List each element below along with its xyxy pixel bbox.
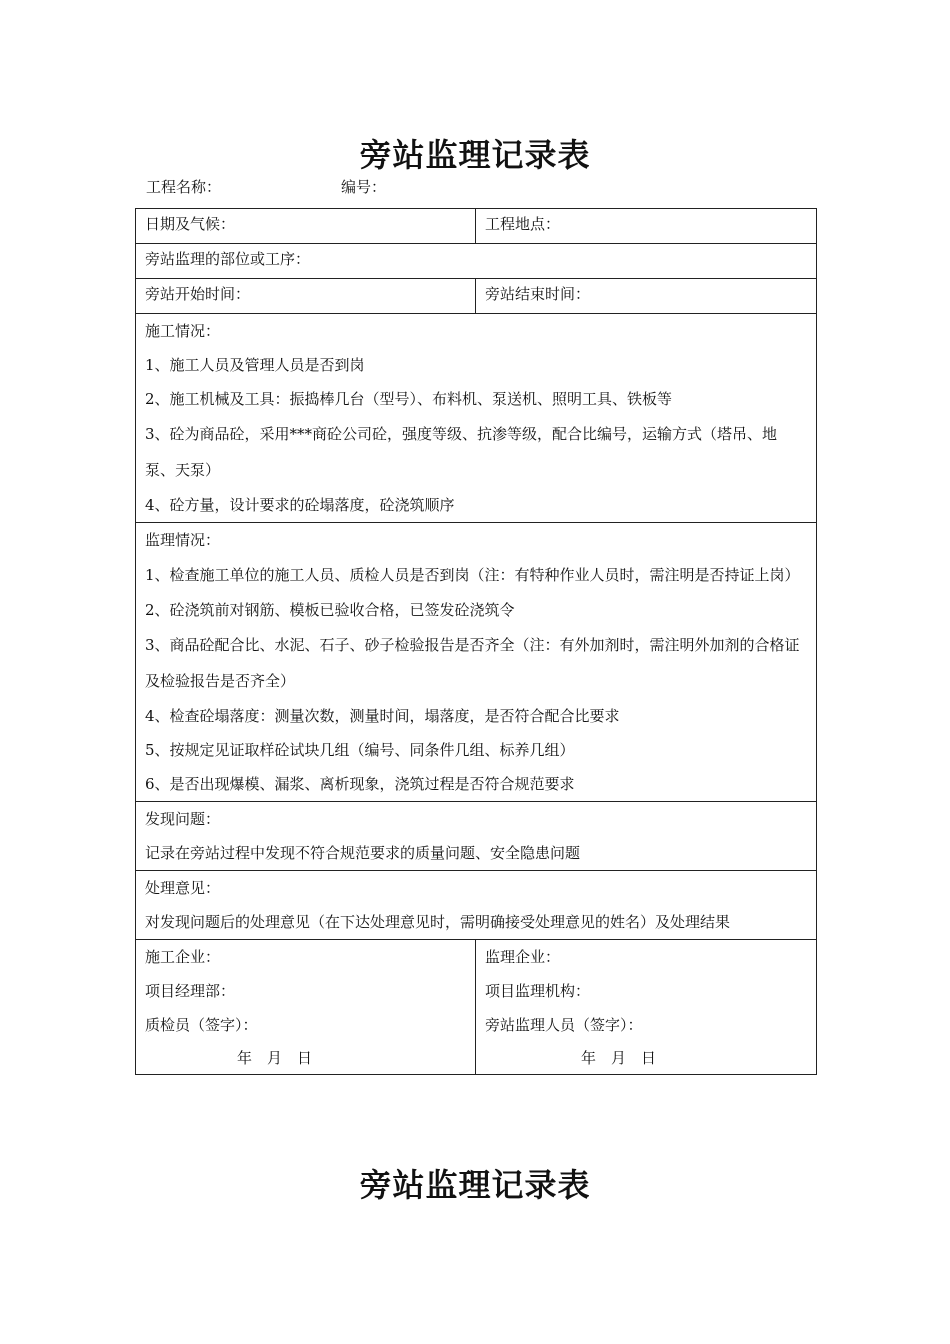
construction-signature-cell[interactable] (136, 940, 476, 1075)
list-item: 3、商品砼配合比、水泥、石子、砂子检验报告是否齐全（注：有外加剂时，需注明外加剂的合格证及检验报告是否齐全） (145, 636, 800, 690)
list-item: 3、砼为商品砼，采用***商砼公司砼，强度等级、抗渗等级，配合比编号，运输方式（塔吊、地泵、天泵） (145, 425, 778, 479)
company-label: 施工企业： (145, 948, 221, 966)
page-title: 旁站监理记录表 (359, 136, 591, 174)
number-label: 编号： (341, 178, 387, 196)
dept-label: 项目经理部： (145, 982, 236, 1000)
signer-label: 质检员（签字）： (145, 1016, 258, 1034)
list-item: 6、是否出现爆模、漏浆、离析现象，浇筑过程是否符合规范要求 (145, 775, 575, 793)
list-item: 2、施工机械及工具：振捣棒几台（型号）、布料机、泵送机、照明工具、铁板等 (145, 390, 673, 408)
date-label: 年 月 日 (581, 1049, 657, 1067)
section-heading: 监理情况： (145, 531, 221, 549)
construction-section[interactable] (136, 314, 817, 523)
supervision-section[interactable] (136, 523, 817, 802)
project-name-label: 工程名称： (146, 178, 222, 196)
form-header (146, 176, 386, 197)
section-text: 记录在旁站过程中发现不符合规范要求的质量问题、安全隐患问题 (145, 844, 581, 862)
start-time-cell[interactable]: 旁站开始时间： (136, 279, 476, 314)
section-heading: 施工情况： (145, 322, 221, 340)
company-label: 监理企业： (485, 948, 561, 966)
opinion-section[interactable] (136, 871, 817, 940)
list-item: 5、按规定见证取样砼试块几组（编号、同条件几组、标养几组） (145, 741, 575, 759)
end-time-cell[interactable]: 旁站结束时间： (476, 279, 817, 314)
list-item: 2、砼浇筑前对钢筋、模板已验收合格，已签发砼浇筑令 (145, 601, 515, 619)
dept-label: 项目监理机构： (485, 982, 591, 1000)
list-item: 4、砼方量，设计要求的砼塌落度，砼浇筑顺序 (145, 496, 455, 514)
list-item: 1、施工人员及管理人员是否到岗 (145, 356, 365, 374)
date-weather-cell[interactable]: 日期及气候： (136, 209, 476, 244)
problems-section[interactable] (136, 802, 817, 871)
part-cell[interactable]: 旁站监理的部位或工序： (136, 244, 817, 279)
page-title-repeat: 旁站监理记录表 (359, 1166, 591, 1204)
list-item: 1、检查施工单位的施工人员、质检人员是否到岗（注：有特种作业人员时，需注明是否持证上岗） (145, 566, 800, 584)
section-heading: 处理意见： (145, 879, 221, 897)
signer-label: 旁站监理人员（签字）： (485, 1016, 643, 1034)
supervision-record-table (135, 208, 817, 1075)
list-item: 4、检查砼塌落度：测量次数，测量时间，塌落度，是否符合配合比要求 (145, 707, 620, 725)
date-label: 年 月 日 (237, 1049, 313, 1067)
section-text: 对发现问题后的处理意见（在下达处理意见时，需明确接受处理意见的姓名）及处理结果 (145, 913, 731, 931)
location-cell[interactable]: 工程地点： (476, 209, 817, 244)
section-heading: 发现问题： (145, 810, 221, 828)
supervision-signature-cell[interactable] (476, 940, 817, 1075)
